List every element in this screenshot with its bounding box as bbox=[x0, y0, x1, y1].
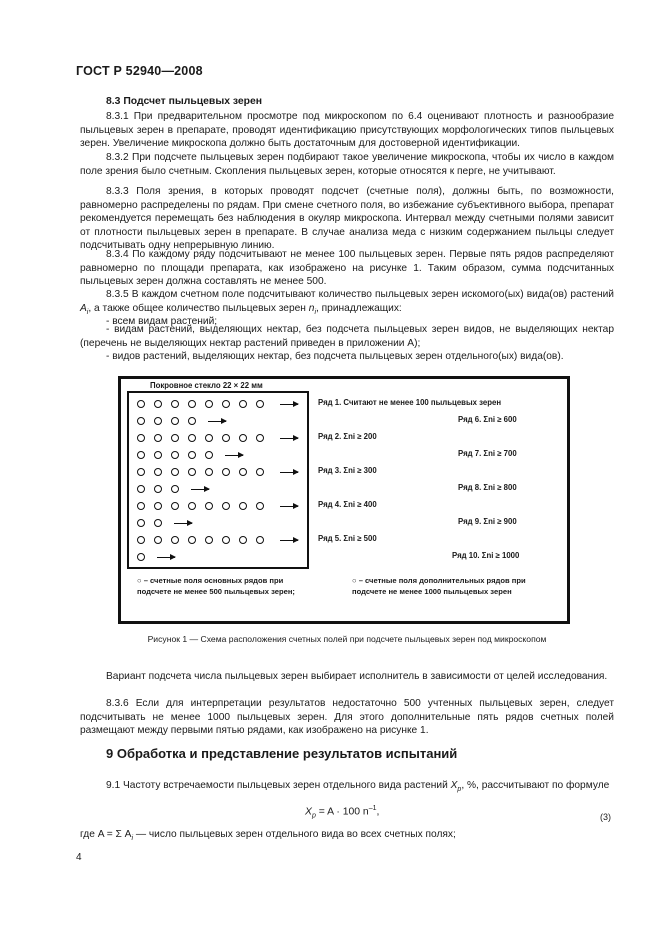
figure-row-label: Ряд 3. Σni ≥ 300 bbox=[318, 466, 377, 475]
p5-text-a: 8.3.5 В каждом счетном поле подсчитывают количество пыльцевых зерен искомого(ых) вида(ов) растений bbox=[106, 289, 614, 300]
p5-text-b: , а также общее количество пыльцевых зерен bbox=[88, 302, 309, 314]
paragraph-variant: Вариант подсчета числа пыльцевых зерен выбирает исполнитель в зависимости от целей исследования. bbox=[106, 671, 608, 682]
paragraph-8-3-3: 8.3.3 Поля зрения, в которых проводят подсчет (счетные поля), должны быть, по возможности, равномерно распределены по рядам. При смене счетного поля, во избежание субъективного выбора, препарат рекомендуется перемещать без наблюдения в окуляр микроскопа. Интервал между счетными полями зависит от плотности пыльцевых зерен в препарате. В случае анализа меда с низким содержанием пыльцы следует подсчитывать одну непрерывную линию. bbox=[80, 186, 614, 252]
p5-text-c: , принадлежащих: bbox=[316, 302, 402, 314]
formula-exponent: –1 bbox=[368, 805, 377, 812]
p5-var-n: n bbox=[308, 302, 315, 314]
p5-var-a: A bbox=[80, 302, 87, 314]
figure-row-label: Ряд 2. Σni ≥ 200 bbox=[318, 432, 377, 441]
figure-legend-additional: ○ – счетные поля дополнительных рядов при подсчете не менее 1000 пыльцевых зерен bbox=[352, 576, 526, 596]
figure-row-label: Ряд 6. Σni ≥ 600 bbox=[458, 415, 517, 424]
p91-text-a: 9.1 Частоту встречаемости пыльцевых зерен отдельного вида растений bbox=[106, 780, 451, 791]
figure-row-label: Ряд 9. Σni ≥ 900 bbox=[458, 517, 517, 526]
equation-number: (3) bbox=[600, 812, 611, 822]
section-title-8-3: 8.3 Подсчет пыльцевых зерен bbox=[106, 96, 263, 107]
p91-text-b: , %, рассчитывают по формуле bbox=[461, 780, 610, 791]
figure-cover-glass bbox=[127, 391, 309, 569]
p5-var-n-sub: i bbox=[314, 308, 316, 316]
formula-end: , bbox=[376, 806, 380, 818]
paragraph-9-1 bbox=[80, 779, 614, 797]
figure-row-label: Ряд 8. Σni ≥ 800 bbox=[458, 483, 517, 492]
list-item: - видов растений, выделяющих нектар, без подсчета пыльцевых зерен отдельного(ых) вида(ов). bbox=[106, 351, 564, 362]
section-title-9: 9 Обработка и представление результатов испытаний bbox=[106, 746, 458, 761]
where-sub: i bbox=[131, 835, 134, 843]
list-item: - всем видам растений; bbox=[106, 316, 218, 327]
figure-row-label: Ряд 5. Σni ≥ 500 bbox=[318, 534, 377, 543]
figure-cover-glass-title: Покровное стекло 22 × 22 мм bbox=[150, 381, 263, 390]
where-text-a: где A = Σ A bbox=[80, 829, 132, 840]
figure-row-label: Ряд 10. Σni ≥ 1000 bbox=[452, 551, 520, 560]
paragraph-8-3-2: 8.3.2 При подсчете пыльцевых зерен подбирают такое увеличение микроскопа, чтобы их число в каждом поле зрения было счетным. Скопления пыльцевых зерен, которые относятся к перге, не учитывают. bbox=[80, 152, 614, 177]
document-header: ГОСТ Р 52940—2008 bbox=[76, 64, 203, 78]
p5-var-a-sub: i bbox=[86, 308, 89, 316]
where-text-b: — число пыльцевых зерен отдельного вида во всех счетных полях; bbox=[133, 829, 456, 840]
p91-var-x-sub: p bbox=[457, 786, 462, 794]
figure-caption: Рисунок 1 — Схема расположения счетных полей при подсчете пыльцевых зерен под микроскопом bbox=[147, 634, 547, 644]
paragraph-8-3-1: 8.3.1 При предварительном просмотре под микроскопом по 6.4 оценивают плотность и разнообразие пыльцевых зерен в препарате, проводят идентификацию присутствующих морфологических типов пыльцевых зерен. Увеличение микроскопа должно быть достаточным для достоверной идентификации. bbox=[80, 111, 614, 150]
p91-var-x: X bbox=[450, 780, 458, 791]
figure-row-label: Ряд 1. Считают не менее 100 пыльцевых зерен bbox=[318, 398, 502, 407]
formula-lhs: X bbox=[305, 806, 312, 818]
page-number: 4 bbox=[76, 852, 82, 863]
formula-3 bbox=[305, 805, 379, 820]
formula-where bbox=[80, 828, 614, 846]
paragraph-8-3-4: 8.3.4 По каждому ряду подсчитывают не менее 100 пыльцевых зерен. Первые пять рядов распределяют равномерно по площади препарата, как изображено на рисунке 1. Таким образом, сумма подсчитанных пыльцевых зерен должна составлять не менее 500. bbox=[80, 249, 614, 288]
figure-row-label: Ряд 7. Σni ≥ 700 bbox=[458, 449, 517, 458]
paragraph-8-3-6: 8.3.6 Если для интерпретации результатов недостаточно 500 учтенных пыльцевых зерен, следует подсчитывать не менее 1000 пыльцевых зерен. Для этого дополнительные пять рядов счетных полей размещают между первыми пятью рядами, как изображено на рисунке 1. bbox=[80, 698, 614, 737]
list-item: - видам растений, выделяющих нектар, без подсчета пыльцевых зерен видов, не выделяющих нектар (перечень не выделяющих нектар растений приведен в приложении А); bbox=[80, 324, 614, 349]
formula-lhs-sub: p bbox=[311, 812, 316, 820]
formula-rhs: = A · 100 n bbox=[315, 806, 369, 818]
figure-legend-main: ○ – счетные поля основных рядов при подсчете не менее 500 пыльцевых зерен; bbox=[137, 576, 295, 596]
figure-row-label: Ряд 4. Σni ≥ 400 bbox=[318, 500, 377, 509]
